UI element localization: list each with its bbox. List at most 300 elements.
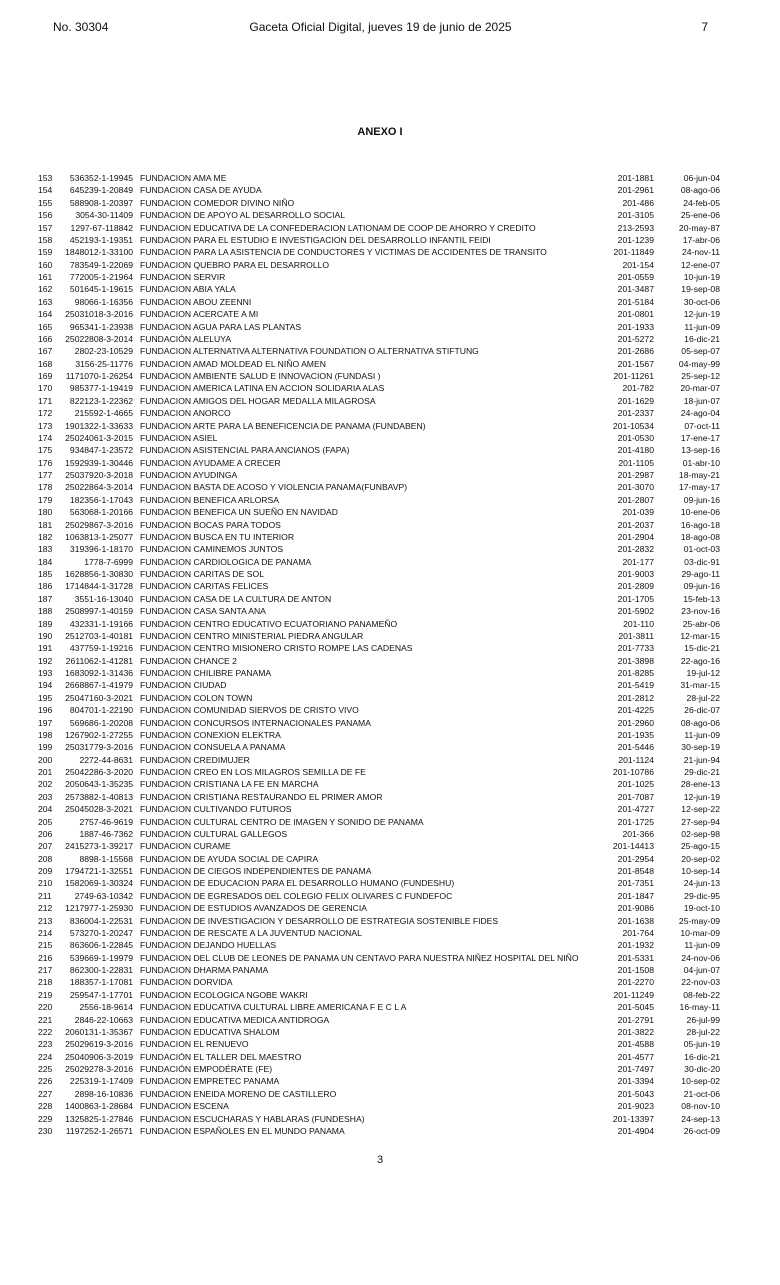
row-number: 229	[38, 1113, 53, 1124]
row-name: FUNDACION ACERCATE A MI	[140, 309, 259, 320]
row-registry: 201-2904	[617, 531, 654, 542]
row-number: 168	[38, 358, 53, 369]
row-registry: 201-1567	[617, 358, 654, 369]
row-date: 24-nov-06	[681, 952, 720, 963]
row-name: FUNDACION AYUDAME A CRECER	[140, 457, 281, 468]
table-row	[0, 741, 780, 753]
row-date: 08-ago-06	[680, 717, 720, 728]
table-row	[0, 556, 780, 568]
table-row	[0, 902, 780, 914]
row-name: FUNDACION COMEDOR DIVINO NIÑO	[140, 197, 295, 208]
row-ruc: 804701-1-22190	[69, 705, 133, 716]
row-number: 188	[38, 606, 53, 617]
row-number: 164	[38, 309, 53, 320]
row-date: 11-jun-09	[684, 729, 720, 740]
row-date: 26-oct-09	[683, 1125, 720, 1136]
table-row	[0, 939, 780, 951]
table-row	[0, 519, 780, 531]
row-ruc: 588908-1-20397	[69, 197, 133, 208]
row-number: 196	[38, 705, 53, 716]
row-registry: 201-1932	[617, 940, 654, 951]
row-date: 29-ago-11	[681, 569, 720, 579]
table-row	[0, 1001, 780, 1013]
row-number: 171	[38, 395, 53, 406]
row-ruc: 1297-67-118842	[70, 222, 133, 233]
table-row	[0, 865, 780, 877]
row-registry: 201-154	[622, 259, 654, 270]
row-name: FUNDACION ESPAÑOLES EN EL MUNDO PANAMA	[140, 1125, 345, 1136]
table-row	[0, 494, 780, 506]
row-number: 216	[38, 952, 53, 963]
row-registry: 201-5419	[617, 680, 654, 691]
row-date: 02-sep-98	[681, 828, 720, 839]
row-registry: 201-2961	[617, 185, 654, 196]
table-row	[0, 283, 780, 295]
row-number: 173	[38, 420, 53, 431]
row-date: 08-ago-06	[680, 185, 720, 196]
table-row	[0, 345, 780, 357]
row-ruc: 536352-1-19945	[69, 173, 133, 183]
row-registry: 201-4588	[617, 1039, 654, 1050]
row-ruc: 836004-1-22531	[69, 915, 133, 926]
row-name: FUNDACION CULTURAL CENTRO DE IMAGEN Y SONIDO DE PANAMA	[140, 816, 424, 827]
table-row	[0, 197, 780, 209]
row-number: 191	[38, 643, 53, 654]
row-ruc: 1683092-1-31436	[65, 668, 133, 678]
row-date: 19-oct-10	[683, 903, 720, 914]
row-number: 193	[38, 668, 53, 678]
table-row	[0, 321, 780, 333]
table-row	[0, 778, 780, 790]
row-date: 05-sep-07	[681, 346, 720, 357]
row-ruc: 1063813-1-25077	[65, 531, 133, 542]
row-registry: 201-9023	[617, 1101, 654, 1112]
row-registry: 201-1933	[617, 321, 654, 332]
row-name: FUNDACION QUEBRO PARA EL DESARROLLO	[140, 259, 330, 270]
row-name: FUNDACION CARITAS FELICES	[140, 581, 269, 592]
row-registry: 201-4180	[617, 445, 654, 456]
table-row	[0, 692, 780, 704]
row-date: 15-feb-13	[683, 593, 720, 604]
row-date: 30-dic-20	[684, 1064, 720, 1074]
table-row	[0, 642, 780, 654]
row-registry: 201-2686	[617, 346, 654, 357]
row-number: 170	[38, 383, 53, 394]
row-name: FUNDACION DEL CLUB DE LEONES DE PANAMA UN CENTAVO PARA NUESTRA NIÑEZ HOSPITAL DEL NIÑO	[140, 952, 579, 963]
table-row	[0, 407, 780, 419]
row-registry: 201-3394	[617, 1076, 654, 1087]
row-date: 10-sep-14	[681, 866, 720, 876]
table-row	[0, 1125, 780, 1137]
row-date: 12-sep-22	[681, 804, 720, 815]
row-number: 194	[38, 680, 53, 691]
row-number: 207	[38, 841, 53, 852]
row-name: FUNDACION ECOLOGICA NGOBE WAKRI	[140, 989, 308, 1000]
row-name: FUNDACION DORVIDA	[140, 977, 233, 988]
row-ruc: 1592939-1-30446	[65, 457, 133, 468]
row-number: 156	[38, 210, 53, 221]
row-date: 19-sep-08	[681, 284, 720, 295]
row-ruc: 2757-46-9619	[79, 816, 133, 827]
row-registry: 201-4904	[617, 1125, 654, 1136]
row-date: 25-ene-06	[680, 210, 720, 221]
row-name: FUNDACIÓN EMPODÉRATE (FE)	[140, 1064, 273, 1074]
row-number: 187	[38, 593, 53, 604]
row-ruc: 1400863-1-28684	[65, 1101, 133, 1112]
row-number: 179	[38, 494, 53, 505]
row-ruc: 1197252-1-26571	[65, 1125, 133, 1136]
row-registry: 201-3070	[617, 482, 654, 493]
row-registry: 201-2954	[617, 853, 654, 864]
row-ruc: 1901322-1-33633	[65, 420, 133, 431]
row-date: 08-nov-10	[681, 1101, 720, 1112]
row-registry: 201-1124	[618, 754, 654, 765]
table-row	[0, 333, 780, 345]
table-row	[0, 234, 780, 246]
table-row	[0, 1038, 780, 1050]
row-number: 182	[38, 531, 53, 542]
row-name: FUNDACION ENEIDA MORENO DE CASTILLERO	[140, 1088, 337, 1099]
row-number: 172	[38, 408, 53, 419]
row-number: 227	[38, 1088, 53, 1099]
row-date: 26-jul-99	[686, 1014, 720, 1025]
table-row	[0, 803, 780, 815]
table-row	[0, 531, 780, 543]
row-name: FUNDACION DE ESTUDIOS AVANZADOS DE GERENCIA	[140, 903, 367, 914]
row-ruc: 1628856-1-30830	[65, 569, 133, 579]
row-name: FUNDACION DE APOYO AL DESARROLLO SOCIAL	[140, 210, 346, 221]
table-row	[0, 840, 780, 852]
row-number: 223	[38, 1039, 53, 1050]
row-registry: 201-1881	[617, 173, 654, 183]
row-date: 25-sep-12	[681, 371, 720, 381]
row-ruc: 25024061-3-2015	[65, 432, 133, 443]
row-number: 160	[38, 259, 53, 270]
row-registry: 201-2812	[617, 692, 654, 703]
row-date: 11-jun-09	[684, 940, 720, 951]
row-date: 26-dic-07	[684, 705, 720, 716]
row-number: 201	[38, 767, 53, 777]
table-row	[0, 605, 780, 617]
row-number: 157	[38, 222, 53, 233]
row-name: FUNDACION EDUCATIVA DE LA CONFEDERACION LATIONAM DE COOP DE AHORRO Y CREDITO	[140, 222, 536, 233]
row-name: FUNDACION CASA DE AYUDA	[140, 185, 262, 196]
row-date: 28-jul-22	[686, 1026, 720, 1037]
row-ruc: 2802-23-10529	[74, 346, 133, 357]
row-name: FUNDACION COMUNIDAD SIERVOS DE CRISTO VIVO	[140, 705, 359, 716]
row-number: 224	[38, 1051, 53, 1062]
row-ruc: 863606-1-22845	[69, 940, 133, 951]
row-name: FUNDACION DEJANDO HUELLAS	[140, 940, 277, 951]
row-registry: 201-7351	[617, 878, 654, 889]
row-name: FUNDACION AYUDINGA	[140, 470, 238, 480]
row-date: 25-abr-06	[682, 618, 720, 629]
row-registry: 201-2037	[617, 519, 654, 530]
row-date: 11-jun-09	[684, 321, 720, 332]
row-registry: 201-3105	[617, 210, 654, 221]
table-row	[0, 1113, 780, 1125]
row-registry: 201-2791	[617, 1014, 654, 1025]
row-registry: 201-1025	[617, 779, 654, 790]
table-row	[0, 395, 780, 407]
table-row	[0, 927, 780, 939]
row-date: 29-dic-95	[684, 890, 720, 901]
row-name: FUNDACION ABIA YALA	[140, 284, 236, 295]
row-date: 24-feb-05	[683, 197, 720, 208]
table-row	[0, 246, 780, 258]
row-name: FUNDACION CHILIBRE PANAMA	[140, 668, 272, 678]
row-number: 202	[38, 779, 53, 790]
row-ruc: 965341-1-23938	[69, 321, 133, 332]
row-number: 186	[38, 581, 53, 592]
table-row	[0, 791, 780, 803]
row-date: 12-jun-19	[683, 309, 720, 320]
row-ruc: 822123-1-22362	[69, 395, 133, 406]
table-row	[0, 184, 780, 196]
row-date: 18-jun-07	[683, 395, 720, 406]
row-name: FUNDACION CREO EN LOS MILAGROS SEMILLA DE FE	[140, 767, 366, 777]
row-number: 228	[38, 1101, 53, 1112]
row-registry: 201-177	[622, 556, 654, 567]
table-row	[0, 568, 780, 580]
row-name: FUNDACION CAMINEMOS JUNTOS	[140, 544, 284, 555]
row-name: FUNDACION CRISTIANA RESTAURANDO EL PRIMER AMOR	[140, 791, 383, 802]
row-ruc: 1325825-1-27846	[65, 1113, 133, 1124]
table-row	[0, 630, 780, 642]
row-date: 12-jun-19	[683, 791, 720, 802]
row-ruc: 432331-1-19166	[69, 618, 133, 629]
row-registry: 201-0559	[617, 272, 654, 282]
row-name: FUNDACION CULTURAL GALLEGOS	[140, 828, 288, 839]
row-name: FUNDACION AMAD MOLDEAD EL NIÑO AMEN	[140, 358, 326, 369]
row-registry: 201-5043	[617, 1088, 654, 1099]
row-date: 29-dic-21	[684, 767, 720, 777]
row-name: FUNDACION CULTIVANDO FUTUROS	[140, 804, 292, 815]
footer-page-number: 3	[376, 1154, 384, 1166]
table-row	[0, 580, 780, 592]
row-number: 205	[38, 816, 53, 827]
row-ruc: 2611062-1-41281	[65, 655, 133, 666]
row-registry: 201-486	[622, 197, 654, 208]
row-registry: 201-7087	[617, 791, 654, 802]
row-ruc: 501645-1-19615	[69, 284, 133, 295]
table-row	[0, 828, 780, 840]
row-name: FUNDACION CRISTIANA LA FE EN MARCHA	[140, 779, 319, 790]
row-number: 166	[38, 333, 53, 344]
row-ruc: 3551-16-13040	[74, 593, 133, 604]
row-registry: 201-110	[623, 618, 654, 629]
gazette-title: Gaceta Oficial Digital, jueves 19 de junio de 2025	[249, 20, 512, 34]
row-registry: 201-366	[622, 828, 654, 839]
row-ruc: 2556-18-9614	[79, 1002, 133, 1013]
row-name: FUNDACION CURAME	[140, 841, 231, 852]
row-registry: 201-10786	[612, 767, 654, 777]
row-number: 176	[38, 457, 53, 468]
row-ruc: 1582069-1-30324	[65, 878, 133, 889]
row-registry: 201-2809	[617, 581, 654, 592]
row-ruc: 25042286-3-2020	[65, 767, 133, 777]
table-row	[0, 420, 780, 432]
row-registry: 201-764	[622, 927, 654, 938]
row-date: 30-sep-19	[681, 742, 720, 753]
row-name: FUNDACION DE AYUDA SOCIAL DE CAPIRA	[140, 853, 319, 864]
row-ruc: 1887-46-7362	[79, 828, 133, 839]
row-registry: 201-2960	[617, 717, 654, 728]
row-registry: 201-1629	[617, 395, 654, 406]
row-ruc: 539669-1-19979	[69, 952, 133, 963]
table-row	[0, 1100, 780, 1112]
row-ruc: 1848012-1-33100	[65, 247, 133, 258]
row-ruc: 563068-1-20166	[69, 507, 133, 518]
row-number: 181	[38, 519, 53, 530]
table-row	[0, 358, 780, 370]
row-registry: 201-3487	[617, 284, 654, 295]
row-ruc: 2508997-1-40159	[65, 606, 133, 617]
row-name: FUNDACION ANORCO	[140, 408, 231, 419]
row-date: 16-ago-18	[680, 519, 720, 530]
row-name: FUNDACION EDUCATIVA SHALOM	[140, 1026, 280, 1037]
row-date: 16-dic-21	[684, 333, 720, 344]
row-registry: 201-9003	[617, 569, 654, 579]
row-ruc: 25029278-3-2016	[65, 1064, 133, 1074]
row-ruc: 225319-1-17409	[69, 1076, 133, 1087]
row-date: 24-nov-11	[681, 247, 720, 258]
row-registry: 201-1638	[617, 915, 654, 926]
row-registry: 201-4577	[617, 1051, 654, 1062]
row-ruc: 25040906-3-2019	[65, 1051, 133, 1062]
row-registry: 201-5331	[617, 952, 654, 963]
row-registry: 201-3811	[618, 630, 654, 641]
table-row	[0, 704, 780, 716]
row-name: FUNDACIÓN ALELUYA	[140, 333, 232, 344]
table-row	[0, 444, 780, 456]
row-name: FUNDACION CASA DE LA CULTURA DE ANTON	[140, 593, 332, 604]
row-number: 195	[38, 692, 53, 703]
table-row	[0, 259, 780, 271]
row-date: 31-mar-15	[680, 680, 720, 691]
row-number: 189	[38, 618, 53, 629]
row-registry: 201-4727	[617, 804, 654, 815]
row-ruc: 25037920-3-2018	[65, 470, 133, 480]
row-number: 214	[38, 927, 53, 938]
row-number: 215	[38, 940, 53, 951]
row-ruc: 3156-25-11776	[75, 358, 133, 369]
row-name: FUNDACION CONSUELA A PANAMA	[140, 742, 286, 753]
row-name: FUNDACION DHARMA PANAMA	[140, 965, 269, 975]
row-registry: 201-4225	[617, 705, 654, 716]
row-ruc: 25031779-3-2016	[65, 742, 133, 753]
row-ruc: 934847-1-23572	[69, 445, 133, 456]
row-name: FUNDACION ASIEL	[140, 432, 218, 443]
row-number: 198	[38, 729, 53, 740]
table-row	[0, 172, 780, 184]
row-number: 212	[38, 903, 53, 914]
row-name: FUNDACION BOCAS PARA TODOS	[140, 519, 281, 530]
row-number: 155	[38, 197, 53, 208]
row-ruc: 2898-16-10836	[74, 1088, 133, 1099]
row-registry: 201-2987	[617, 470, 654, 480]
row-name: FUNDACION CARDIOLOGICA DE PANAMA	[140, 556, 312, 567]
table-row	[0, 209, 780, 221]
row-registry: 201-039	[622, 507, 654, 518]
row-name: FUNDACION CONEXION ELEKTRA	[140, 729, 281, 740]
row-name: FUNDACION ESCENA	[140, 1101, 229, 1112]
row-date: 25-may-09	[678, 915, 720, 926]
row-registry: 201-13397	[612, 1113, 654, 1124]
row-number: 190	[38, 630, 53, 641]
row-registry: 201-14413	[612, 841, 654, 852]
row-registry: 201-7497	[617, 1064, 654, 1074]
row-date: 23-nov-16	[681, 606, 720, 617]
row-ruc: 1217977-1-25930	[65, 903, 133, 914]
row-registry: 201-5045	[617, 1002, 654, 1013]
row-ruc: 2749-63-10342	[74, 890, 133, 901]
table-row	[0, 370, 780, 382]
row-date: 18-may-21	[678, 470, 720, 480]
row-registry: 201-5184	[617, 296, 654, 307]
row-name: FUNDACION DE EDUCACION PARA EL DESARROLLO HUMANO (FUNDESHU)	[140, 878, 455, 889]
annex-title: ANEXO I	[357, 126, 403, 138]
row-number: 213	[38, 915, 53, 926]
row-ruc: 2415273-1-39217	[65, 841, 133, 852]
row-number: 175	[38, 445, 53, 456]
row-name: FUNDACION AGUA PARA LAS PLANTAS	[140, 321, 302, 332]
row-number: 217	[38, 965, 53, 975]
row-registry: 201-5272	[617, 333, 654, 344]
row-date: 12-ene-07	[680, 259, 720, 270]
row-date: 10-sep-02	[681, 1076, 720, 1087]
row-name: FUNDACION ARTE PARA LA BENEFICENCIA DE PANAMA (FUNDABEN)	[140, 420, 426, 431]
row-registry: 201-8548	[617, 866, 654, 876]
row-number: 192	[38, 655, 53, 666]
row-ruc: 2512703-1-40181	[65, 630, 133, 641]
row-name: FUNDACION ALTERNATIVA ALTERNATIVA FOUNDATION O ALTERNATIVA STIFTUNG	[140, 346, 479, 357]
row-date: 16-dic-21	[684, 1051, 720, 1062]
row-date: 09-jun-16	[683, 494, 720, 505]
row-date: 09-jun-16	[683, 581, 720, 592]
table-row	[0, 618, 780, 630]
row-name: FUNDACION SERVIR	[140, 272, 226, 282]
row-number: 153	[38, 173, 53, 183]
row-name: FUNDACION AMA ME	[140, 173, 227, 183]
row-registry: 201-9086	[617, 903, 654, 914]
table-row	[0, 729, 780, 741]
row-ruc: 573270-1-20247	[69, 927, 133, 938]
row-number: 184	[38, 556, 53, 567]
row-name: FUNDACION BASTA DE ACOSO Y VIOLENCIA PANAMA(FUNBAVP)	[140, 482, 408, 493]
table-row	[0, 766, 780, 778]
row-number: 199	[38, 742, 53, 753]
row-registry: 201-0530	[617, 432, 654, 443]
row-registry: 201-2807	[617, 494, 654, 505]
row-ruc: 2668867-1-41979	[65, 680, 133, 691]
table-row	[0, 506, 780, 518]
row-name: FUNDACION CREDIMUJER	[140, 754, 250, 765]
row-registry: 201-1239	[617, 234, 654, 245]
table-row	[0, 679, 780, 691]
row-number: 165	[38, 321, 53, 332]
row-ruc: 25045028-3-2021	[65, 804, 133, 815]
row-number: 177	[38, 470, 53, 480]
row-number: 174	[38, 432, 53, 443]
row-number: 209	[38, 866, 53, 876]
row-ruc: 259547-1-17701	[69, 989, 133, 1000]
row-registry: 201-3822	[617, 1026, 654, 1037]
row-number: 220	[38, 1002, 53, 1013]
row-name: FUNDACION DE RESCATE A LA JUVENTUD NACIONAL	[140, 927, 362, 938]
row-registry: 201-7733	[617, 643, 654, 654]
row-ruc: 25031018-3-2016	[65, 309, 133, 320]
